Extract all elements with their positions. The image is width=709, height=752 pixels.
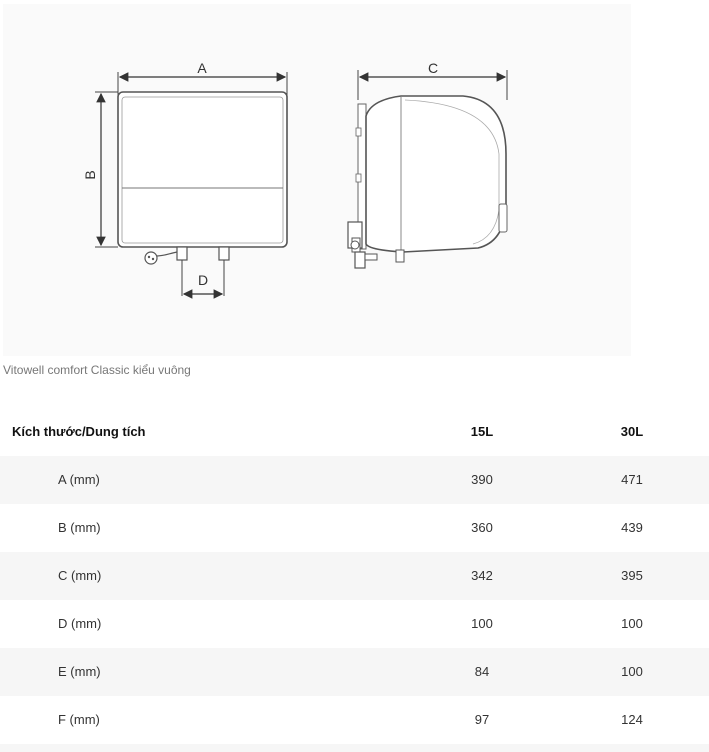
table-row-empty <box>0 744 709 752</box>
header-15l: 15L <box>470 424 494 439</box>
row-label: D (mm) <box>58 616 102 631</box>
row-label: A (mm) <box>58 472 100 487</box>
value-30l: 471 <box>621 472 643 487</box>
value-15l: 97 <box>474 712 490 727</box>
header-30l: 30L <box>620 424 644 439</box>
dimension-a-label: A <box>197 60 207 76</box>
table-row <box>0 600 709 648</box>
row-label: B (mm) <box>58 520 101 535</box>
value-15l: 342 <box>471 568 493 583</box>
pipe-left <box>177 247 187 260</box>
front-view <box>82 60 287 296</box>
value-30l: 100 <box>621 664 643 679</box>
heater-front-body <box>118 92 287 247</box>
value-15l: 84 <box>474 664 490 679</box>
product-dimension-figure <box>3 4 631 356</box>
table-row <box>0 456 709 504</box>
power-plug <box>145 252 177 264</box>
dimension-c-label: C <box>427 60 439 76</box>
row-label: E (mm) <box>58 664 101 679</box>
value-15l: 360 <box>471 520 493 535</box>
side-view <box>348 60 507 268</box>
value-30l: 439 <box>621 520 643 535</box>
pipe-right <box>219 247 229 260</box>
value-30l: 124 <box>621 712 643 727</box>
value-15l: 100 <box>471 616 493 631</box>
figure-caption: Vitowell comfort Classic kiểu vuông <box>3 363 191 377</box>
table-row <box>0 552 709 600</box>
table-row <box>0 696 709 744</box>
value-30l: 395 <box>621 568 643 583</box>
dimension-d-label: D <box>197 272 209 288</box>
header-dimension-capacity: Kích thước/Dung tích <box>12 424 146 439</box>
value-15l: 390 <box>471 472 493 487</box>
table-row <box>0 648 709 696</box>
value-30l: 100 <box>621 616 643 631</box>
spec-table <box>0 408 709 752</box>
dimension-drawing <box>3 4 631 356</box>
row-label: F (mm) <box>58 712 100 727</box>
table-header-row <box>0 408 709 456</box>
heater-side-body <box>366 96 506 252</box>
dimension-b-label: B <box>82 170 98 180</box>
table-row <box>0 504 709 552</box>
row-label: C (mm) <box>58 568 102 583</box>
